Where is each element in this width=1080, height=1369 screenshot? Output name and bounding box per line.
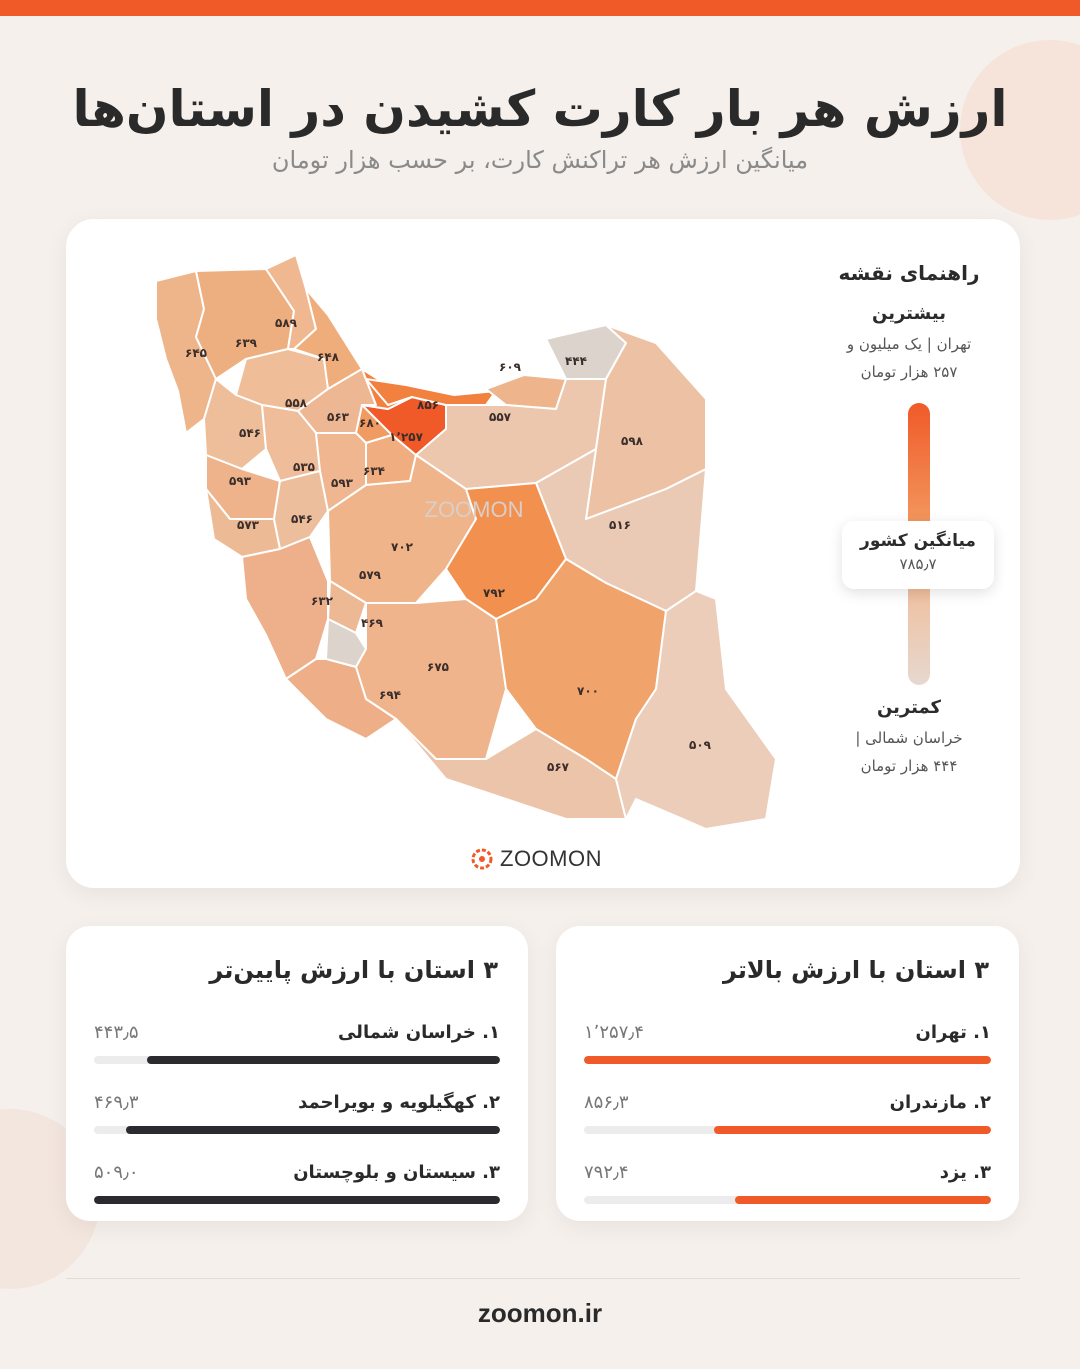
bar-fill bbox=[94, 1196, 500, 1204]
map-legend bbox=[824, 261, 994, 386]
legend-min-heading: کمترین bbox=[876, 697, 942, 718]
legend-min bbox=[824, 697, 994, 780]
value-label: ۵۶۳ bbox=[327, 410, 349, 424]
value-label: ۶۸۰ bbox=[359, 416, 381, 430]
bar-fill bbox=[147, 1056, 500, 1064]
province-value: ۵۰۹٫۰ bbox=[94, 1162, 139, 1183]
value-label: ۶۳۲ bbox=[311, 594, 333, 608]
legend-max-line2: ۲۵۷ هزار تومان bbox=[860, 363, 958, 381]
legend-max-text bbox=[824, 330, 994, 386]
bar-track bbox=[584, 1196, 991, 1204]
bar-fill bbox=[735, 1196, 991, 1204]
bar-fill bbox=[584, 1056, 991, 1064]
value-label: ۸۵۶ bbox=[417, 398, 439, 412]
value-label: ۶۳۴ bbox=[363, 464, 385, 478]
legend-max-heading: بیشترین bbox=[872, 303, 946, 324]
value-label: ۵۹۳ bbox=[229, 474, 251, 488]
province-golestan bbox=[486, 375, 566, 409]
value-label: ۵۵۸ bbox=[285, 396, 307, 410]
low-row-3 bbox=[94, 1162, 500, 1212]
map-watermark: ZOOMON bbox=[424, 497, 524, 522]
value-label: ۵۱۶ bbox=[609, 518, 631, 532]
legend-min-line2: ۴۴۴ هزار تومان bbox=[860, 757, 958, 775]
footer-website[interactable]: zoomon.ir bbox=[477, 1298, 603, 1328]
zoomon-logo-icon bbox=[470, 847, 494, 871]
top-row-2 bbox=[584, 1092, 991, 1142]
province-name: ۱. خراسان شمالی bbox=[337, 1022, 500, 1043]
bar-track bbox=[94, 1196, 500, 1204]
top-row-3 bbox=[584, 1162, 991, 1212]
top-provinces-card bbox=[556, 926, 1019, 1221]
low-row-1 bbox=[94, 1022, 500, 1072]
value-label: ۴۴۴ bbox=[565, 354, 587, 368]
legend-average-heading: میانگین کشور bbox=[860, 531, 976, 551]
province-value: ۱٬۲۵۷٫۴ bbox=[584, 1022, 644, 1043]
province-name: ۳. یزد bbox=[939, 1162, 991, 1183]
legend-min-text bbox=[824, 724, 994, 780]
map-card bbox=[66, 219, 1020, 888]
province-value: ۸۵۶٫۳ bbox=[584, 1092, 629, 1113]
value-label: ۶۳۹ bbox=[235, 336, 257, 350]
value-label: ۷۰۰ bbox=[577, 684, 599, 698]
low-provinces-card bbox=[66, 926, 528, 1221]
province-name: ۳. سیستان و بلوچستان bbox=[293, 1162, 500, 1183]
footer-divider bbox=[66, 1278, 1020, 1279]
value-label: ۶۰۹ bbox=[499, 360, 521, 374]
value-label: ۵۷۹ bbox=[359, 568, 381, 582]
value-label: ۱٬۲۵۷ bbox=[389, 430, 423, 444]
value-label: ۵۶۷ bbox=[547, 760, 569, 774]
zoomon-logo-text: ZOOMON bbox=[500, 846, 602, 871]
value-label: ۵۸۹ bbox=[275, 316, 297, 330]
value-label: ۷۹۲ bbox=[483, 586, 505, 600]
bar-track bbox=[584, 1056, 991, 1064]
legend-min-line1: خراسان شمالی | bbox=[855, 729, 963, 747]
legend-average-value: ۷۸۵٫۷ bbox=[899, 555, 937, 573]
bar-track bbox=[94, 1126, 500, 1134]
zoomon-logo bbox=[470, 845, 602, 873]
legend-max-line1: تهران | یک میلیون و bbox=[846, 335, 972, 353]
province-value: ۴۴۳٫۵ bbox=[94, 1022, 139, 1043]
legend-average-box bbox=[842, 521, 994, 589]
province-name: ۲. کهگیلویه و بویراحمد bbox=[298, 1092, 500, 1113]
top-row-1 bbox=[584, 1022, 991, 1072]
value-label: ۵۴۶ bbox=[239, 426, 261, 440]
province-name: ۱. تهران bbox=[915, 1022, 991, 1043]
legend-title: راهنمای نقشه bbox=[838, 261, 980, 285]
page-title: ارزش هر بار کارت کشیدن در استان‌ها bbox=[72, 80, 1008, 138]
value-label: ۶۹۴ bbox=[379, 688, 401, 702]
value-label: ۵۷۳ bbox=[237, 518, 259, 532]
value-label: ۶۴۵ bbox=[185, 346, 207, 360]
province-khuzestan bbox=[242, 537, 328, 679]
value-label: ۵۴۶ bbox=[291, 512, 313, 526]
low-row-2 bbox=[94, 1092, 500, 1142]
low-card-title: ۳ استان با ارزش پایین‌تر bbox=[209, 956, 498, 984]
province-lorestan bbox=[274, 471, 328, 549]
value-label: ۵۵۷ bbox=[489, 410, 511, 424]
bar-fill bbox=[126, 1126, 500, 1134]
bar-track bbox=[584, 1126, 991, 1134]
value-label: ۶۷۵ bbox=[427, 660, 449, 674]
value-label: ۵۰۹ bbox=[689, 738, 711, 752]
value-label: ۶۴۸ bbox=[317, 350, 339, 364]
value-label: ۴۶۹ bbox=[361, 616, 383, 630]
top-card-title: ۳ استان با ارزش بالاتر bbox=[722, 956, 989, 984]
province-value: ۴۶۹٫۳ bbox=[94, 1092, 139, 1113]
bar-track bbox=[94, 1056, 500, 1064]
bar-fill bbox=[714, 1126, 991, 1134]
top-accent-bar bbox=[0, 0, 1080, 16]
page-subtitle: میانگین ارزش هر تراکنش کارت، بر حسب هزار تومان bbox=[271, 146, 809, 174]
value-label: ۵۹۳ bbox=[331, 476, 353, 490]
value-label: ۵۹۸ bbox=[621, 434, 643, 448]
province-value: ۷۹۲٫۴ bbox=[584, 1162, 629, 1183]
value-label: ۷۰۲ bbox=[391, 540, 413, 554]
province-name: ۲. مازندران bbox=[889, 1092, 991, 1113]
value-label: ۵۳۵ bbox=[293, 460, 315, 474]
